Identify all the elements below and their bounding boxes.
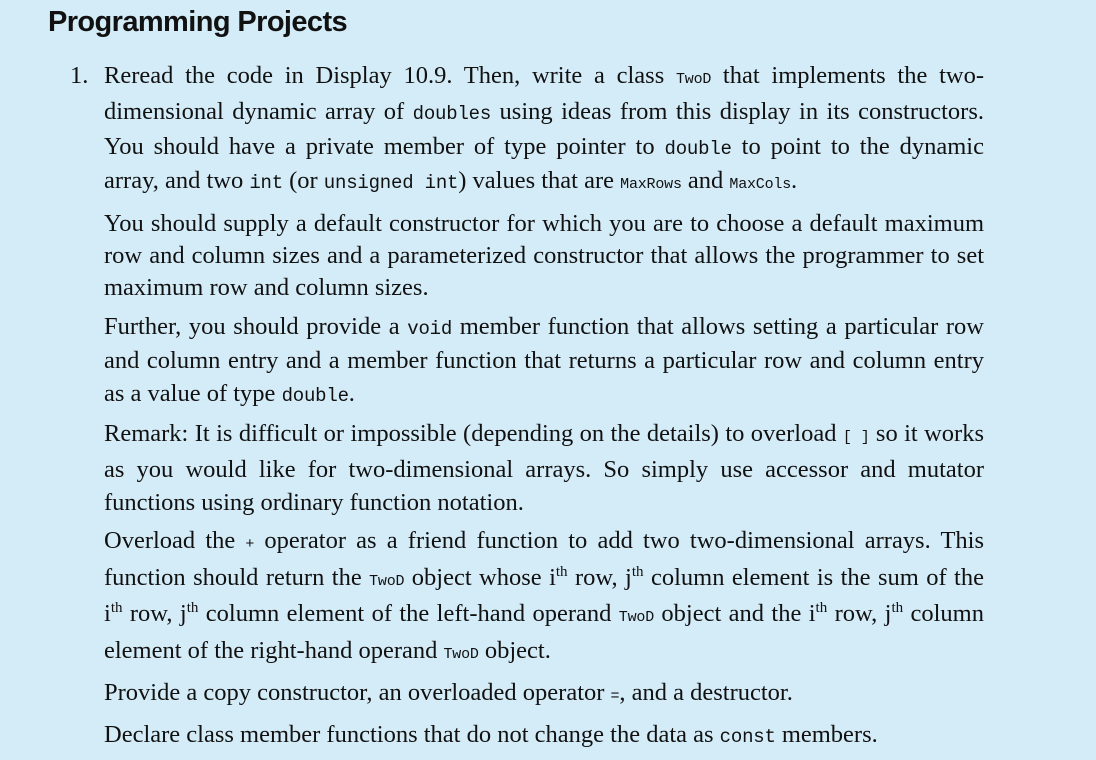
code-classname: TwoD	[369, 572, 405, 590]
code-identifier: MaxRows	[620, 176, 682, 194]
project-paragraph-4	[104, 418, 984, 519]
text-run: to point to the dynamic array, and two	[104, 132, 984, 195]
code-type: double	[664, 137, 732, 160]
code-type: doubles	[412, 103, 492, 126]
text-run: .	[791, 167, 798, 195]
text-run: object and the i	[654, 600, 816, 628]
text-run: column element of the right-hand operand	[104, 600, 984, 664]
text-run: row, j	[567, 563, 632, 591]
text-run: object.	[478, 636, 551, 664]
text-run: Further, you should provide a	[104, 312, 408, 340]
text-run: ) values that are	[458, 167, 621, 195]
text-run: (or	[282, 167, 324, 195]
text-run: Provide a copy constructor, an overloaded operator	[104, 678, 611, 706]
section-heading: Programming Projects	[48, 6, 348, 38]
superscript: th	[186, 600, 199, 617]
superscript: th	[555, 563, 568, 580]
project-number: 1.	[70, 62, 89, 89]
code-operator: =	[610, 687, 620, 705]
code-operator: [ ]	[842, 429, 870, 447]
text-run: Remark: It is difficult or impossible (depending on the details) to overload	[104, 420, 843, 448]
text-run: column element of the left-hand operand	[198, 600, 619, 628]
text-run: that implements the two-dimensional dynamic array of	[104, 62, 984, 126]
code-keyword: const	[719, 726, 776, 749]
text-run: Declare class member functions that do not change the data as	[104, 721, 720, 749]
code-classname: TwoD	[675, 71, 712, 88]
project-paragraph-1	[104, 60, 984, 202]
code-type: unsigned int	[323, 172, 459, 195]
text-run: and	[681, 167, 730, 195]
project-paragraph-5	[104, 525, 984, 671]
code-identifier: MaxCols	[729, 176, 792, 194]
superscript: th	[815, 600, 828, 617]
code-keyword: void	[407, 317, 453, 340]
text-run: row, j	[827, 600, 892, 628]
code-classname: TwoD	[618, 609, 655, 627]
text-run: , and a destructor.	[619, 678, 793, 706]
project-item-1	[70, 60, 984, 760]
text-run: object whose i	[404, 563, 556, 591]
text-run: column element is the sum of the i	[104, 563, 984, 628]
text-run: operator as a friend function to add two two-dimensional arrays. This function should return the	[104, 527, 984, 591]
project-paragraph-6	[104, 677, 984, 713]
text-run: members.	[775, 721, 878, 749]
text-run: Reread the code in Display 10.9. Then, write a class	[104, 62, 676, 89]
text-run: member function that allows setting a particular row and column entry and a member function that returns a particular row and column entry as a value of type	[104, 312, 984, 407]
text-run: Overload the	[104, 527, 246, 555]
code-operator: +	[245, 536, 255, 554]
text-run: row, j	[122, 600, 187, 628]
text-run: .	[348, 379, 355, 407]
project-paragraph-2: You should supply a default constructor for which you are to choose a default maximum row and column sizes and a parameterized constructor that allows the programmer to set maximum row and column sizes.	[104, 209, 984, 302]
project-paragraph-3	[104, 311, 984, 412]
code-classname: TwoD	[443, 645, 479, 663]
superscript: th	[110, 600, 123, 617]
text-run: using ideas from this display in its constructors. You should have a private member of type pointer to	[104, 98, 984, 160]
project-paragraph-7	[104, 719, 984, 753]
code-type: int	[249, 172, 283, 195]
superscript: th	[631, 563, 644, 580]
superscript: th	[891, 600, 904, 617]
text-run: so it works as you would like for two-dimensional arrays. So simply use accessor and mutator functions using ordinary function notation.	[104, 420, 984, 516]
code-type: double	[281, 384, 349, 407]
